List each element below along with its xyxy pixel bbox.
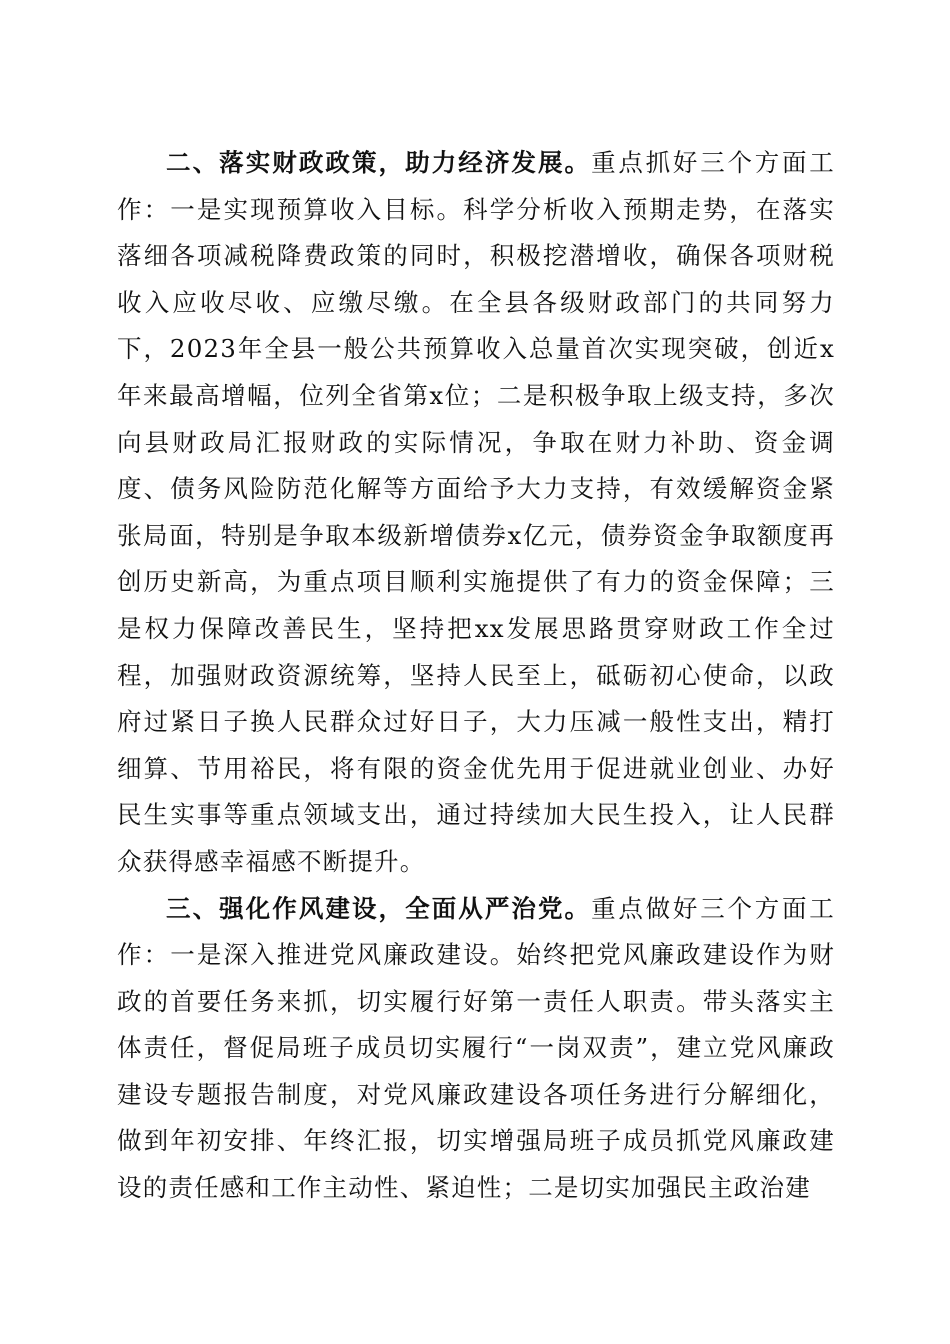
paragraph-section-two [117,140,835,886]
section-three-body: 重点做好三个方面工作：一是深入推进党风廉政建设。始终把党风廉政建设作为财政的首要任务来抓，切实履行好第一责任人职责。带头落实主体责任，督促局班子成员切实履行“一岗双责”，建立党风廉政建设专题报告制度，对党风廉政建设各项任务进行分解细化，做到年初安排、年终汇报，切实增强局班子成员抓党风廉政建设的责任感和工作主动性、紧迫性；二是切实加强民主政治建 [117,893,835,1203]
section-two-heading: 二、落实财政政策，助力经济发展。 [166,148,592,177]
document-body [117,140,835,1212]
section-two-body: 重点抓好三个方面工作：一是实现预算收入目标。科学分析收入预期走势，在落实落细各项减税降费政策的同时，积极挖潜增收，确保各项财税收入应收尽收、应缴尽缴。在全县各级财政部门的共同努力下，2023年全县一般公共预算收入总量首次实现突破，创近x年来最高增幅，位列全省第x位；二是积极争取上级支持，多次向县财政局汇报财政的实际情况，争取在财力补助、资金调度、债务风险防范化解等方面给予大力支持，有效缓解资金紧张局面，特别是争取本级新增债券x亿元，债券资金争取额度再创历史新高，为重点项目顺利实施提供了有力的资金保障；三是权力保障改善民生，坚持把xx发展思路贯穿财政工作全过程，加强财政资源统筹，坚持人民至上，砥砺初心使命，以政府过紧日子换人民群众过好日子，大力压减一般性支出，精打细算、节用裕民，将有限的资金优先用于促进就业创业、办好民生实事等重点领域支出，通过持续加大民生投入，让人民群众获得感幸福感不断提升。 [117,148,835,876]
paragraph-section-three [117,886,835,1212]
section-three-heading: 三、强化作风建设，全面从严治党。 [166,893,592,923]
